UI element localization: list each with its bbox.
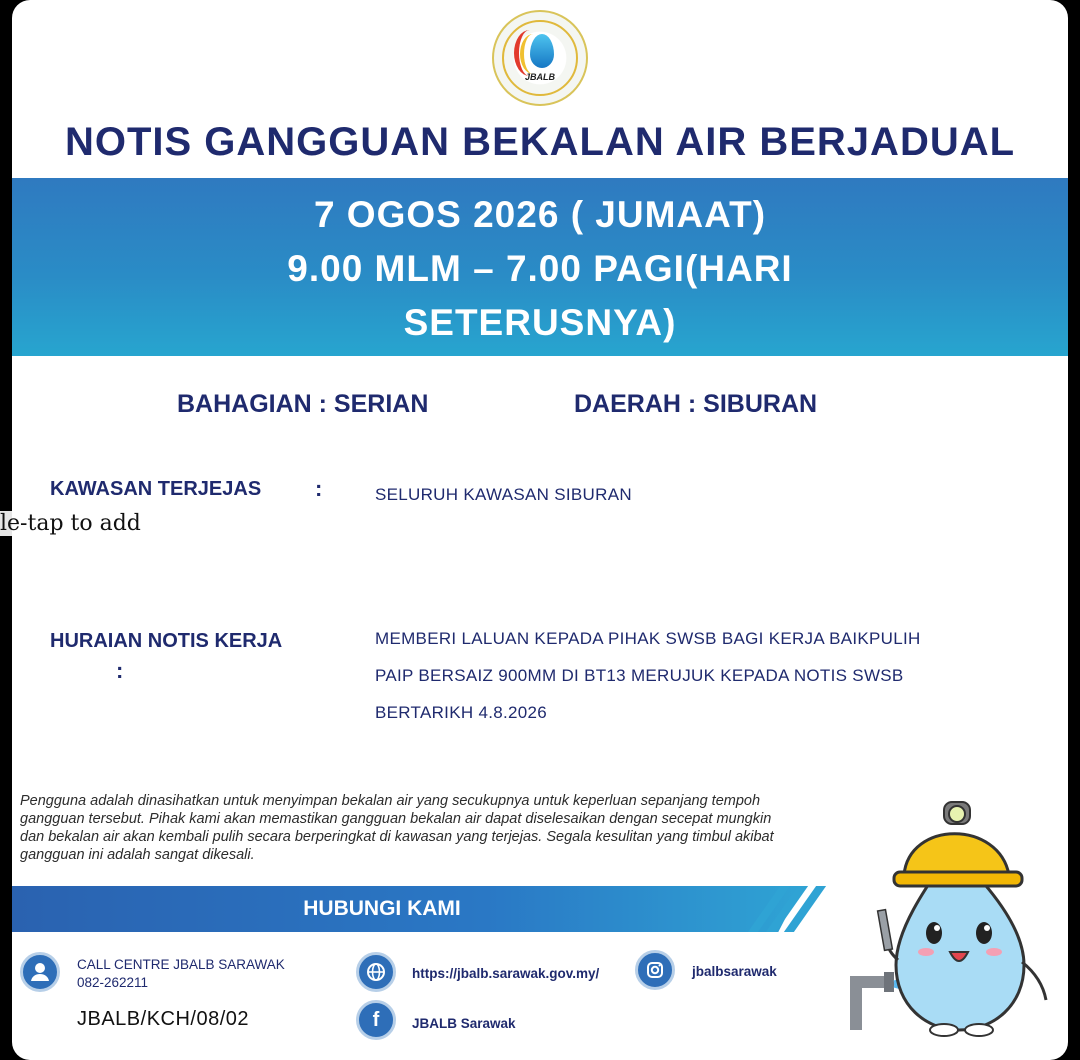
water-drop-icon [530, 34, 554, 68]
affected-area-value: SELURUH KAWASAN SIBURAN [375, 485, 632, 504]
notice-time-line-2: SETERUSNYA) [403, 302, 677, 343]
affected-colon: : [315, 476, 323, 501]
notice-time-line-1: 9.00 MLM – 7.00 PAGI(HARI [287, 248, 793, 289]
bahagian-label: BAHAGIAN : SERIAN [177, 390, 429, 418]
water-drop-mascot [834, 780, 1068, 1042]
daerah-label: DAERAH : SIBURAN [574, 390, 818, 418]
reference-number: JBALB/KCH/08/02 [77, 1008, 250, 1030]
instagram-icon [635, 950, 675, 990]
work-description-line-3: BERTARIKH 4.8.2026 [375, 703, 548, 722]
facebook-link[interactable]: JBALB Sarawak [412, 1016, 516, 1031]
jbalb-logo [492, 10, 588, 106]
advice-text: Pengguna adalah dinasihatkan untuk menyimpan bekalan air yang secukupnya untuk keperluan sepanjang tempoh gangguan tersebut. Pihak kami akan memastikan gangguan bekalan air dapat diselesaikan dengan secepat mungkin dan bekalan air akan kembali pulih secara berperingkat di kawasan yang terjejas. Segala kesulitan yang timbul akibat gangguan ini adalah sangat dikesali. [20, 793, 774, 863]
work-description-line-2: PAIP BERSAIZ 900MM DI BT13 MERUJUK KEPADA NOTIS SWSB [375, 666, 904, 685]
work-description-label: HURAIAN NOTIS KERJA [50, 630, 283, 652]
facebook-icon: f [356, 1000, 396, 1040]
instagram-link[interactable]: jbalbsarawak [692, 964, 777, 979]
user-icon [20, 952, 60, 992]
notice-date: 7 OGOS 2026 ( JUMAAT) [313, 194, 767, 235]
schedule-band [12, 178, 1068, 356]
work-colon: : [116, 658, 124, 683]
notice-title: NOTIS GANGGUAN BEKALAN AIR BERJADUAL [64, 120, 1016, 164]
call-centre-label: CALL CENTRE JBALB SARAWAK [77, 957, 285, 972]
website-link[interactable]: https://jbalb.sarawak.gov.my/ [412, 966, 600, 981]
logo-text: JBALB [524, 72, 555, 82]
overlay-hint[interactable]: le-tap to add [0, 511, 141, 536]
call-centre-phone[interactable]: 082-262211 [77, 975, 149, 990]
contact-title: HUBUNGI KAMI [303, 897, 461, 920]
globe-icon [356, 952, 396, 992]
notice-card [12, 0, 1068, 1060]
affected-area-label: KAWASAN TERJEJAS [50, 478, 262, 500]
work-description-line-1: MEMBERI LALUAN KEPADA PIHAK SWSB BAGI KERJA BAIKPULIH [375, 629, 921, 648]
